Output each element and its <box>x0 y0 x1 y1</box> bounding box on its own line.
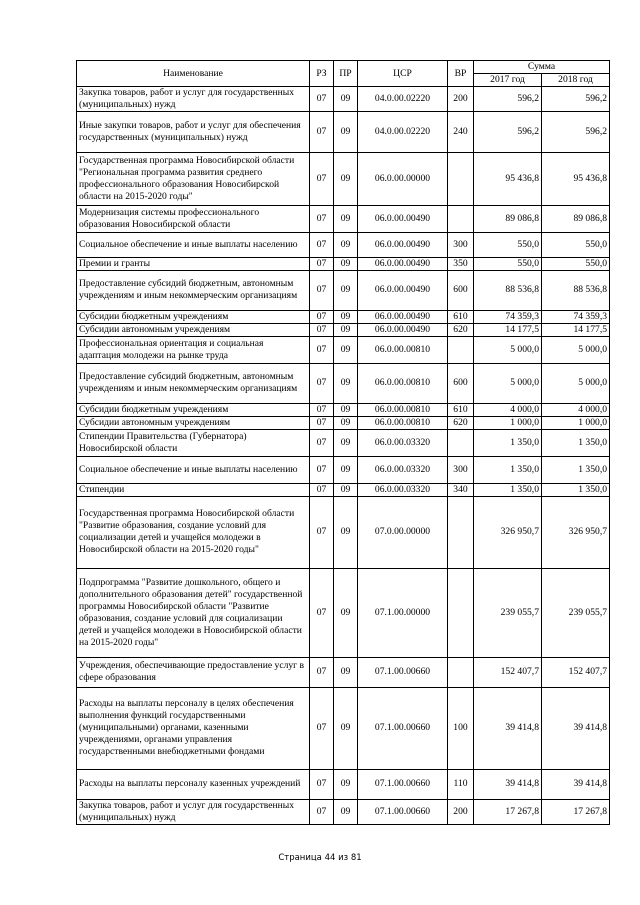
row-vr: 200 <box>448 86 474 111</box>
row-rz: 07 <box>310 152 334 205</box>
row-pr: 09 <box>334 310 358 323</box>
row-sum-2017: 74 359,3 <box>474 310 542 323</box>
row-csr: 06.0.00.00490 <box>358 270 448 310</box>
row-pr: 09 <box>334 323 358 336</box>
row-sum-2017: 89 086,8 <box>474 205 542 232</box>
row-sum-2017: 152 407,7 <box>474 657 542 687</box>
header-pr: ПР <box>334 61 358 87</box>
row-vr: 200 <box>448 799 474 824</box>
row-pr: 09 <box>334 270 358 310</box>
table-row <box>77 483 610 496</box>
row-pr: 09 <box>334 152 358 205</box>
row-pr: 09 <box>334 257 358 270</box>
row-rz: 07 <box>310 363 334 403</box>
row-sum-2017: 1 350,0 <box>474 456 542 483</box>
row-csr: 06.0.00.00000 <box>358 152 448 205</box>
row-name: Премии и гранты <box>77 257 310 270</box>
row-sum-2018: 152 407,7 <box>542 657 610 687</box>
row-sum-2017: 550,0 <box>474 232 542 257</box>
header-vr: ВР <box>448 61 474 87</box>
row-csr: 07.1.00.00660 <box>358 769 448 799</box>
row-rz: 07 <box>310 769 334 799</box>
row-name: Субсидии автономным учреждениям <box>77 416 310 429</box>
row-sum-2017: 17 267,8 <box>474 799 542 824</box>
row-csr: 06.0.00.00490 <box>358 232 448 257</box>
row-rz: 07 <box>310 483 334 496</box>
header-sum: Сумма <box>474 61 610 74</box>
row-rz: 07 <box>310 323 334 336</box>
row-pr: 09 <box>334 769 358 799</box>
row-sum-2017: 95 436,8 <box>474 152 542 205</box>
row-name: Субсидии бюджетным учреждениям <box>77 310 310 323</box>
row-pr: 09 <box>334 336 358 363</box>
row-sum-2017: 1 000,0 <box>474 416 542 429</box>
table-row <box>77 416 610 429</box>
row-vr: 100 <box>448 687 474 769</box>
header-name: Наименование <box>77 61 310 87</box>
row-csr: 04.0.00.02220 <box>358 111 448 152</box>
row-sum-2018: 39 414,8 <box>542 769 610 799</box>
row-sum-2017: 596,2 <box>474 111 542 152</box>
row-vr: 300 <box>448 232 474 257</box>
row-vr: 610 <box>448 403 474 416</box>
row-csr: 07.1.00.00660 <box>358 799 448 824</box>
table-body <box>77 86 610 824</box>
table-row <box>77 799 610 824</box>
table-row <box>77 429 610 456</box>
row-rz: 07 <box>310 657 334 687</box>
row-name: Государственная программа Новосибирской области "Региональная программа развития среднего профессионального образования Новосибирской области на 2015-2020 годы" <box>77 152 310 205</box>
row-sum-2018: 74 359,3 <box>542 310 610 323</box>
table-row <box>77 310 610 323</box>
row-csr: 06.0.00.00490 <box>358 310 448 323</box>
row-pr: 09 <box>334 657 358 687</box>
row-name: Закупка товаров, работ и услуг для государственных (муниципальных) нужд <box>77 799 310 824</box>
row-vr: 110 <box>448 769 474 799</box>
row-pr: 09 <box>334 363 358 403</box>
table-row <box>77 232 610 257</box>
row-vr: 350 <box>448 257 474 270</box>
row-csr: 06.0.00.00810 <box>358 416 448 429</box>
row-pr: 09 <box>334 483 358 496</box>
row-pr: 09 <box>334 205 358 232</box>
row-csr: 06.0.00.00810 <box>358 336 448 363</box>
row-sum-2018: 17 267,8 <box>542 799 610 824</box>
row-sum-2018: 239 055,7 <box>542 568 610 657</box>
row-name: Профессиональная ориентация и социальная адаптация молодежи на рынке труда <box>77 336 310 363</box>
row-pr: 09 <box>334 456 358 483</box>
row-sum-2017: 326 950,7 <box>474 496 542 568</box>
page-footer: Страница 44 из 81 <box>278 853 362 863</box>
row-sum-2018: 550,0 <box>542 257 610 270</box>
row-name: Закупка товаров, работ и услуг для государственных (муниципальных) нужд <box>77 86 310 111</box>
row-rz: 07 <box>310 336 334 363</box>
row-sum-2017: 39 414,8 <box>474 687 542 769</box>
table-row <box>77 152 610 205</box>
row-name: Подпрограмма "Развитие дошкольного, общего и дополнительного образования детей" государственной программы Новосибирской области "Развитие образования, создание условий для социализации детей и учащейся молодежи в Новосибирской области на 2015-2020 годы" <box>77 568 310 657</box>
row-rz: 07 <box>310 111 334 152</box>
row-sum-2018: 596,2 <box>542 86 610 111</box>
row-sum-2018: 596,2 <box>542 111 610 152</box>
header-csr: ЦСР <box>358 61 448 87</box>
row-vr <box>448 496 474 568</box>
row-sum-2018: 1 350,0 <box>542 429 610 456</box>
table-row <box>77 205 610 232</box>
row-name: Иные закупки товаров, работ и услуг для обеспечения государственных (муниципальных) нужд <box>77 111 310 152</box>
table-row <box>77 568 610 657</box>
row-vr <box>448 657 474 687</box>
table-row <box>77 363 610 403</box>
row-rz: 07 <box>310 456 334 483</box>
row-csr: 06.0.00.03320 <box>358 429 448 456</box>
table-row <box>77 657 610 687</box>
row-rz: 07 <box>310 232 334 257</box>
row-sum-2017: 1 350,0 <box>474 429 542 456</box>
row-sum-2018: 89 086,8 <box>542 205 610 232</box>
row-csr: 07.0.00.00000 <box>358 496 448 568</box>
table-row <box>77 403 610 416</box>
row-rz: 07 <box>310 568 334 657</box>
row-pr: 09 <box>334 111 358 152</box>
row-name: Государственная программа Новосибирской области "Развитие образования, создание условий для социализации детей и учащейся молодежи в Новосибирской области на 2015-2020 годы" <box>77 496 310 568</box>
budget-table <box>76 60 610 825</box>
row-name: Модернизация системы профессионального образования Новосибирской области <box>77 205 310 232</box>
row-csr: 06.0.00.00490 <box>358 205 448 232</box>
row-vr <box>448 152 474 205</box>
row-sum-2018: 39 414,8 <box>542 687 610 769</box>
row-pr: 09 <box>334 429 358 456</box>
row-csr: 06.0.00.00810 <box>358 363 448 403</box>
row-name: Расходы на выплаты персоналу казенных учреждений <box>77 769 310 799</box>
row-name: Социальное обеспечение и иные выплаты населению <box>77 456 310 483</box>
table-row <box>77 270 610 310</box>
row-csr: 06.0.00.00490 <box>358 257 448 270</box>
row-sum-2017: 5 000,0 <box>474 363 542 403</box>
header-year-2017: 2017 год <box>474 73 542 86</box>
row-vr: 620 <box>448 323 474 336</box>
row-name: Стипендии <box>77 483 310 496</box>
row-vr: 240 <box>448 111 474 152</box>
row-pr: 09 <box>334 568 358 657</box>
table-row <box>77 769 610 799</box>
row-vr: 620 <box>448 416 474 429</box>
row-rz: 07 <box>310 86 334 111</box>
row-sum-2017: 5 000,0 <box>474 336 542 363</box>
table-row <box>77 687 610 769</box>
row-vr: 600 <box>448 270 474 310</box>
row-sum-2017: 1 350,0 <box>474 483 542 496</box>
row-pr: 09 <box>334 799 358 824</box>
table-row <box>77 111 610 152</box>
row-vr <box>448 568 474 657</box>
row-name: Субсидии бюджетным учреждениям <box>77 403 310 416</box>
row-rz: 07 <box>310 687 334 769</box>
row-name: Учреждения, обеспечивающие предоставление услуг в сфере образования <box>77 657 310 687</box>
row-sum-2018: 326 950,7 <box>542 496 610 568</box>
row-rz: 07 <box>310 270 334 310</box>
row-sum-2018: 1 000,0 <box>542 416 610 429</box>
table-row <box>77 336 610 363</box>
table-row <box>77 257 610 270</box>
row-vr <box>448 336 474 363</box>
row-vr <box>448 429 474 456</box>
row-vr: 300 <box>448 456 474 483</box>
header-year-2018: 2018 год <box>542 73 610 86</box>
table-row <box>77 496 610 568</box>
row-csr: 06.0.00.03320 <box>358 483 448 496</box>
row-vr: 610 <box>448 310 474 323</box>
row-rz: 07 <box>310 403 334 416</box>
row-rz: 07 <box>310 310 334 323</box>
row-sum-2017: 4 000,0 <box>474 403 542 416</box>
row-rz: 07 <box>310 799 334 824</box>
row-rz: 07 <box>310 496 334 568</box>
row-vr <box>448 205 474 232</box>
row-rz: 07 <box>310 416 334 429</box>
row-name: Расходы на выплаты персоналу в целях обеспечения выполнения функций государственными (муниципальными) органами, казенными учреждениями, органами управления государственными внебюджетными фондами <box>77 687 310 769</box>
row-pr: 09 <box>334 403 358 416</box>
row-sum-2017: 239 055,7 <box>474 568 542 657</box>
table-row <box>77 456 610 483</box>
header-rz: РЗ <box>310 61 334 87</box>
row-vr: 340 <box>448 483 474 496</box>
row-csr: 06.0.00.03320 <box>358 456 448 483</box>
row-sum-2018: 1 350,0 <box>542 456 610 483</box>
row-rz: 07 <box>310 429 334 456</box>
row-pr: 09 <box>334 232 358 257</box>
row-sum-2017: 39 414,8 <box>474 769 542 799</box>
row-pr: 09 <box>334 416 358 429</box>
row-rz: 07 <box>310 205 334 232</box>
row-sum-2018: 14 177,5 <box>542 323 610 336</box>
row-csr: 04.0.00.02220 <box>358 86 448 111</box>
row-sum-2018: 1 350,0 <box>542 483 610 496</box>
row-csr: 06.0.00.00490 <box>358 323 448 336</box>
row-name: Субсидии автономным учреждениям <box>77 323 310 336</box>
row-sum-2017: 596,2 <box>474 86 542 111</box>
row-vr: 600 <box>448 363 474 403</box>
row-sum-2018: 550,0 <box>542 232 610 257</box>
row-sum-2017: 14 177,5 <box>474 323 542 336</box>
row-sum-2017: 88 536,8 <box>474 270 542 310</box>
row-sum-2018: 88 536,8 <box>542 270 610 310</box>
row-csr: 06.0.00.00810 <box>358 403 448 416</box>
row-name: Социальное обеспечение и иные выплаты населению <box>77 232 310 257</box>
row-name: Предоставление субсидий бюджетным, автономным учреждениям и иным некоммерческим организациям <box>77 363 310 403</box>
row-sum-2018: 4 000,0 <box>542 403 610 416</box>
row-rz: 07 <box>310 257 334 270</box>
row-name: Стипендии Правительства (Губернатора) Новосибирской области <box>77 429 310 456</box>
row-name: Предоставление субсидий бюджетным, автономным учреждениям и иным некоммерческим организациям <box>77 270 310 310</box>
table-row <box>77 86 610 111</box>
row-pr: 09 <box>334 86 358 111</box>
row-csr: 07.1.00.00660 <box>358 657 448 687</box>
row-sum-2018: 95 436,8 <box>542 152 610 205</box>
table-row <box>77 323 610 336</box>
row-csr: 07.1.00.00660 <box>358 687 448 769</box>
row-sum-2018: 5 000,0 <box>542 363 610 403</box>
row-sum-2017: 550,0 <box>474 257 542 270</box>
row-pr: 09 <box>334 496 358 568</box>
row-sum-2018: 5 000,0 <box>542 336 610 363</box>
row-pr: 09 <box>334 687 358 769</box>
row-csr: 07.1.00.00000 <box>358 568 448 657</box>
